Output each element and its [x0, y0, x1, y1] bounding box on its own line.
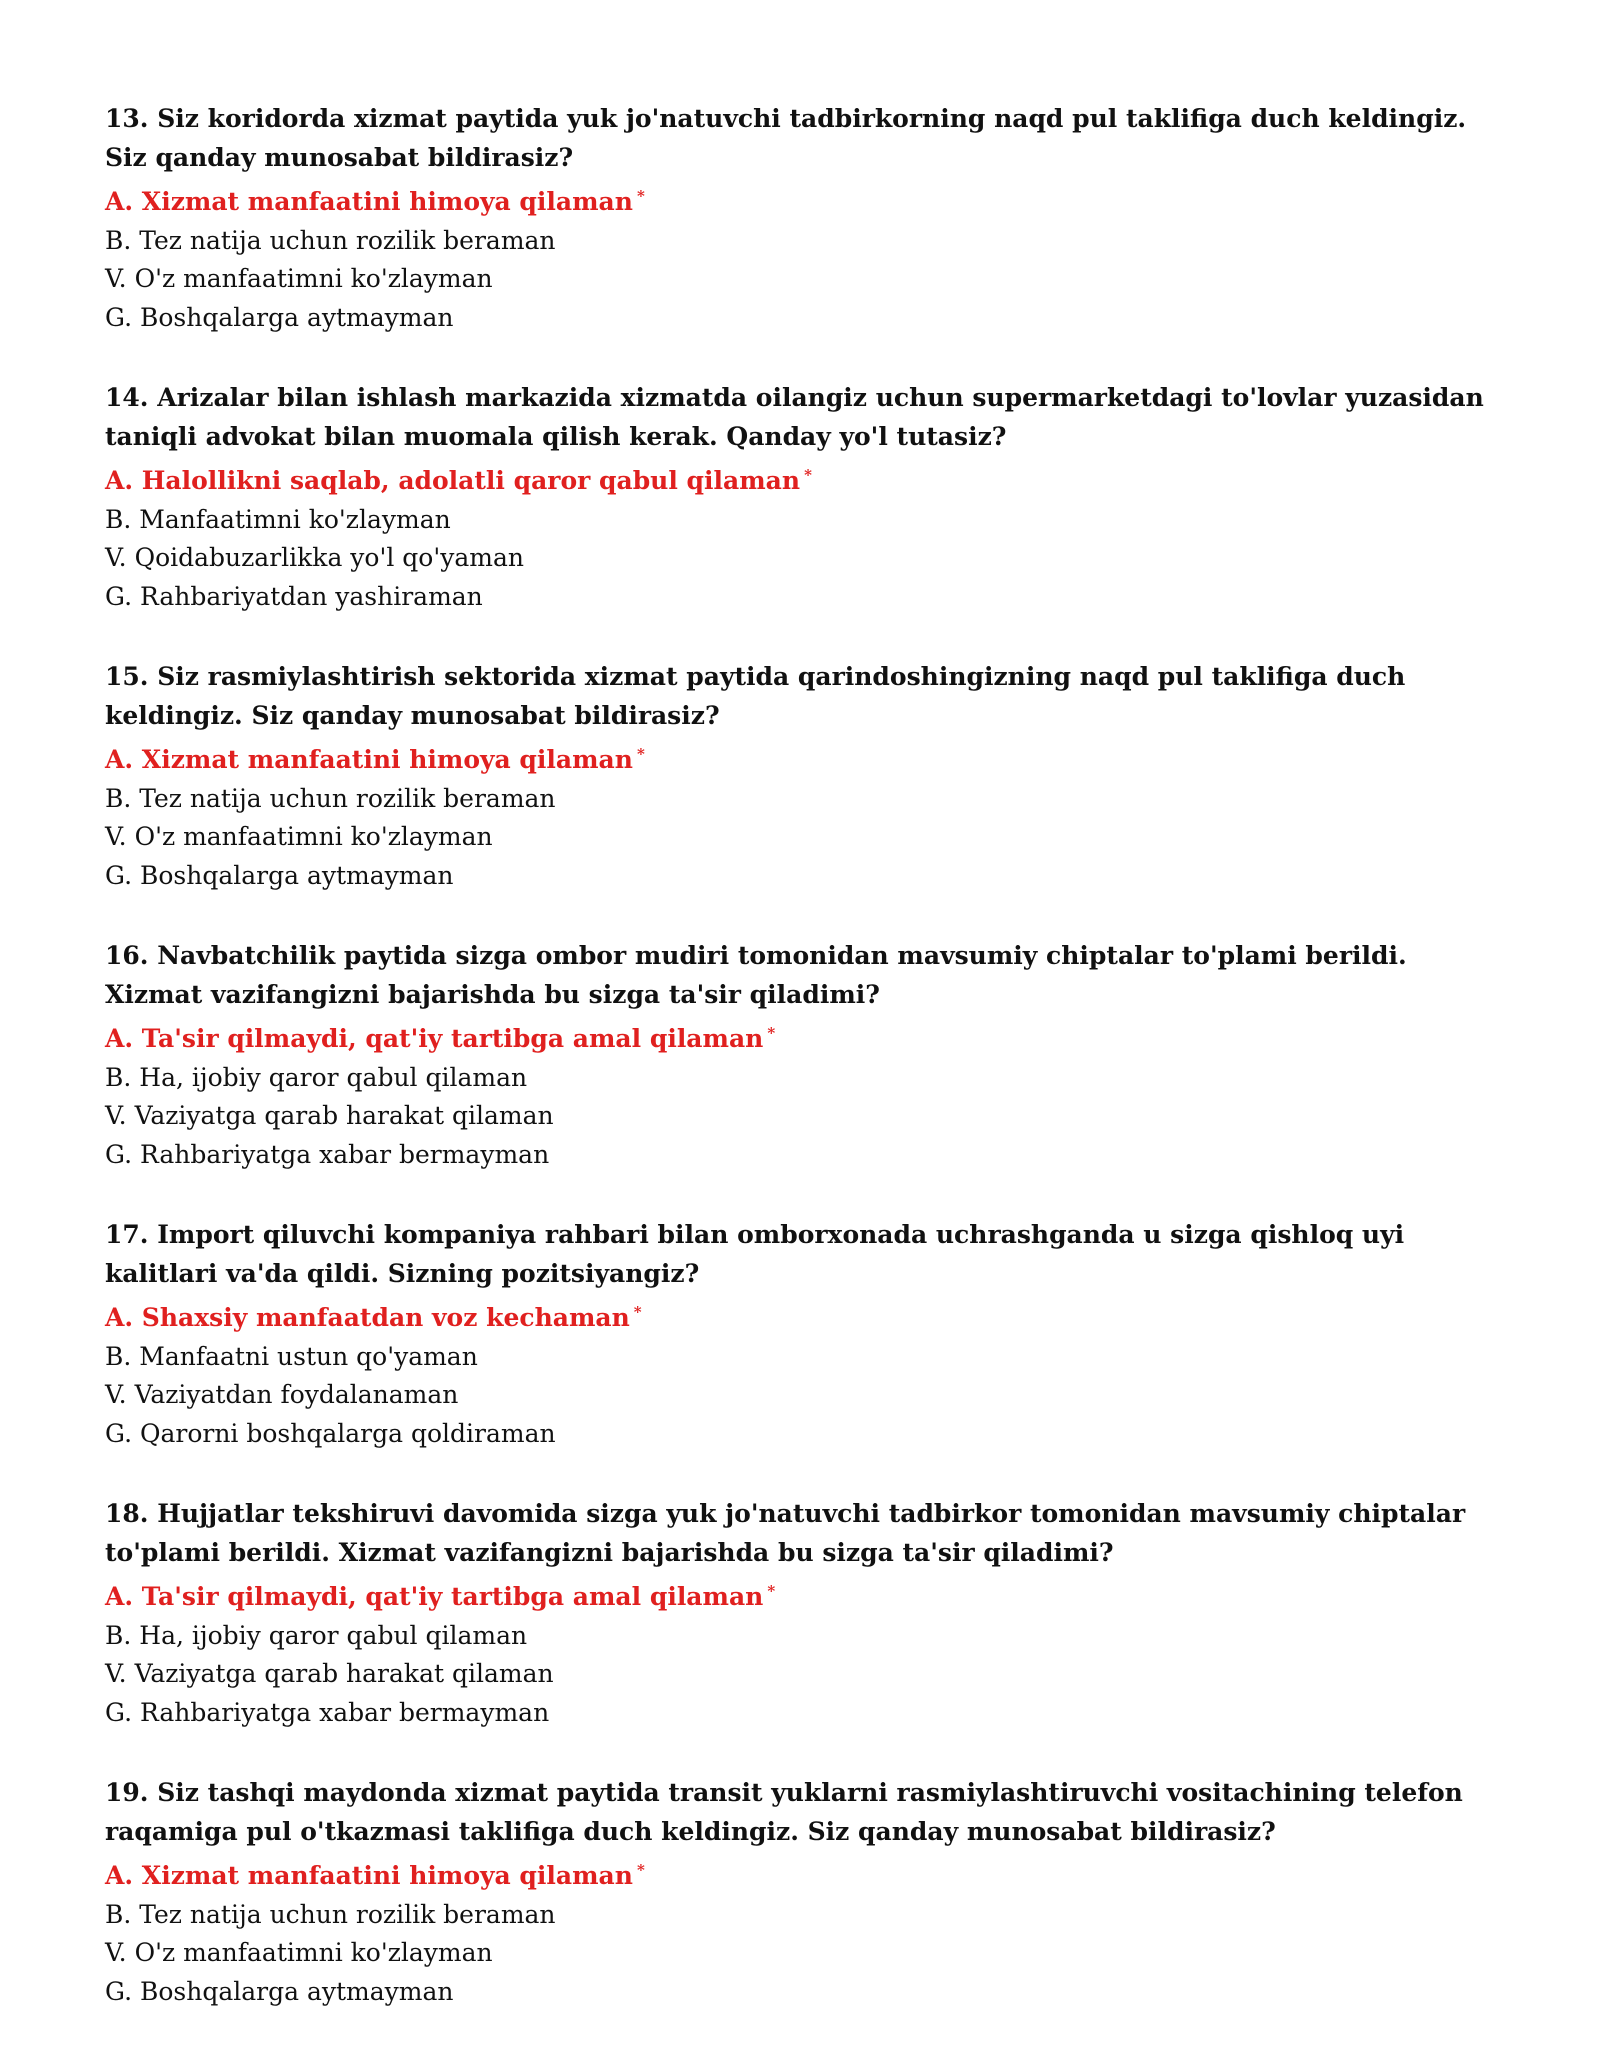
correct-marker: * [767, 1582, 776, 1600]
correct-marker: * [804, 466, 812, 484]
correct-answer-label: A. Ta'sir qilmaydi, qat'iy tartibga amal qilaman [105, 1582, 764, 1611]
answer-option: V. Vaziyatga qarab harakat qilaman [105, 1659, 554, 1688]
answer-option: B. Ha, ijobiy qaror qabul qilaman [105, 1062, 528, 1092]
correct-marker: * [636, 745, 645, 763]
question-block [105, 658, 1505, 895]
answer-option: G. Rahbariyatdan yashiraman [105, 581, 483, 611]
question-list [105, 100, 1505, 2053]
correct-answer-label: A. Ta'sir qilmaydi, qat'iy tartibga amal qilaman [105, 1024, 764, 1053]
question-block [105, 1216, 1505, 1453]
correct-answer [105, 456, 1505, 501]
question-text: 15. Siz rasmiylashtirish sektorida xizmat paytida qarindoshingizning naqd pul taklifiga duch keldingiz. Siz qanday munosabat bildirasiz? [105, 662, 1406, 730]
answer-option: G. Qarorni boshqalarga qoldiraman [105, 1418, 556, 1448]
question-text: 19. Siz tashqi maydonda xizmat paytida transit yuklarni rasmiylashtiruvchi vositachining telefon raqamiga pul o'tkazmasi taklifiga duch keldingiz. Siz qanday munosabat bildirasiz? [105, 1778, 1463, 1846]
answer-option: V. Qoidabuzarlikka yo'l qo'yaman [105, 543, 524, 572]
question-block [105, 100, 1505, 337]
answer-option: G. Boshqalarga aytmayman [105, 302, 454, 332]
answer-option: V. O'z manfaatimni ko'zlayman [105, 1938, 493, 1967]
question-text: 16. Navbatchilik paytida sizga ombor mudiri tomonidan mavsumiy chiptalar to'plami berildi. Xizmat vazifangizni bajarishda bu sizga ta'sir qiladimi? [105, 941, 1407, 1009]
correct-answer-label: A. Xizmat manfaatini himoya qilaman [105, 745, 633, 774]
answer-option: V. O'z manfaatimni ko'zlayman [105, 264, 493, 293]
correct-marker: * [633, 1303, 642, 1321]
correct-answer [105, 177, 1505, 222]
answer-option: B. Manfaatni ustun qo'yaman [105, 1341, 478, 1371]
answer-option: V. O'z manfaatimni ko'zlayman [105, 822, 493, 851]
answer-option: G. Rahbariyatga xabar bermayman [105, 1697, 550, 1727]
correct-answer-label: A. Shaxsiy manfaatdan voz kechaman [105, 1303, 630, 1332]
correct-answer [105, 1572, 1505, 1617]
correct-answer [105, 1293, 1505, 1338]
question-text: 17. Import qiluvchi kompaniya rahbari bilan omborxonada uchrashganda u sizga qishloq uyi kalitlari va'da qildi. Sizning pozitsiyangiz? [105, 1220, 1405, 1288]
correct-marker: * [767, 1024, 776, 1042]
question-block [105, 1774, 1505, 2011]
answer-option: B. Ha, ijobiy qaror qabul qilaman [105, 1620, 528, 1650]
question-text: 14. Arizalar bilan ishlash markazida xizmatda oilangiz uchun supermarketdagi to'lovlar yuzasidan taniqli advokat bilan muomala qilish kerak. Qanday yo'l tutasiz? [105, 383, 1484, 451]
correct-answer [105, 1851, 1505, 1896]
question-text: 18. Hujjatlar tekshiruvi davomida sizga yuk jo'natuvchi tadbirkor tomonidan mavsumiy chiptalar to'plami berildi. Xizmat vazifangizni bajarishda bu sizga ta'sir qiladimi? [105, 1499, 1466, 1567]
correct-marker: * [636, 187, 645, 205]
correct-marker: * [636, 1861, 645, 1879]
answer-option: B. Tez natija uchun rozilik beraman [105, 783, 556, 813]
correct-answer [105, 735, 1505, 780]
answer-option: V. Vaziyatga qarab harakat qilaman [105, 1101, 554, 1130]
correct-answer [105, 1014, 1505, 1059]
answer-option: V. Vaziyatdan foydalanaman [105, 1380, 459, 1409]
answer-option: B. Tez natija uchun rozilik beraman [105, 1899, 556, 1929]
answer-option: G. Boshqalarga aytmayman [105, 860, 454, 890]
answer-option: B. Manfaatimni ko'zlayman [105, 504, 451, 534]
correct-answer-label: A. Xizmat manfaatini himoya qilaman [105, 1861, 633, 1890]
answer-option: G. Rahbariyatga xabar bermayman [105, 1139, 550, 1169]
answer-option: B. Tez natija uchun rozilik beraman [105, 225, 556, 255]
correct-answer-label: A. Xizmat manfaatini himoya qilaman [105, 187, 633, 216]
question-block [105, 379, 1505, 616]
correct-answer-label: A. Halollikni saqlab, adolatli qaror qabul qilaman [105, 466, 801, 495]
question-text: 13. Siz koridorda xizmat paytida yuk jo'natuvchi tadbirkorning naqd pul taklifiga duch keldingiz. Siz qanday munosabat bildirasiz? [105, 104, 1467, 172]
answer-option: G. Boshqalarga aytmayman [105, 1976, 454, 2006]
question-block [105, 1495, 1505, 1732]
question-block [105, 937, 1505, 1174]
